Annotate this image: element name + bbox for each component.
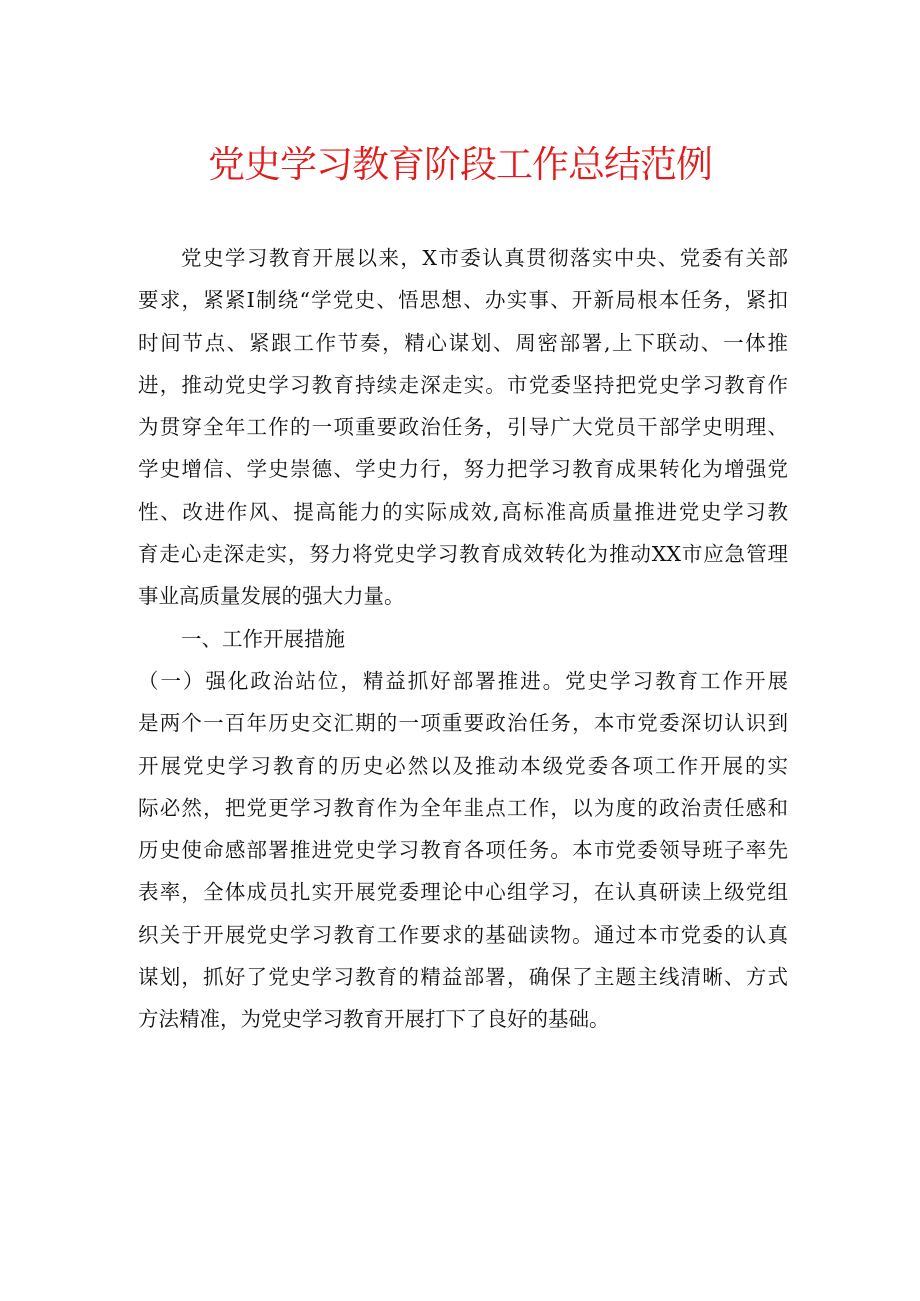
text-line: 开展党史学习教育的历史必然以及推动本级党委各项工作开展的实 bbox=[138, 753, 788, 778]
heading-text: 一、工作开展措施 bbox=[181, 626, 345, 651]
section-heading bbox=[138, 618, 788, 660]
text-line: 方法精准，为党史学习教育开展打下了良好的基础。 bbox=[138, 1007, 610, 1032]
text-line: 是两个一百年历史交汇期的一项重要政治任务，本市党委深切认识到 bbox=[138, 711, 788, 736]
document-body bbox=[138, 237, 788, 1041]
text-line: 织关于开展党史学习教育工作要求的基础读物。通过本市党委的认真 bbox=[138, 922, 788, 947]
text-line: 进，推动党史学习教育持续走深走实。市党委坚持把党史学习教育作 bbox=[138, 372, 788, 397]
text-line: 际必然，把党更学习教育作为全年韭点工作，以为度的政治责任感和 bbox=[138, 795, 788, 820]
text-line: 事业高质量发展的强大力量。 bbox=[138, 584, 405, 609]
text-line: 要求，紧紧I制绕“学党史、悟思想、办实事、开新局根本任务，紧扣 bbox=[138, 288, 788, 313]
text-line: 性、改进作风、提高能力的实际成效,高标准高质量推进党史学习教 bbox=[138, 499, 788, 524]
text-line: 时间节点、紧跟工作节奏，精心谋划、周密部署,上下联动、一体推 bbox=[138, 330, 788, 355]
text-line: （一）强化政治站位，精益抓好部署推进。党史学习教育工作开展 bbox=[138, 668, 788, 693]
text-line: 育走心走深走实，努力将党史学习教育成效转化为推动XX市应急管理 bbox=[138, 542, 788, 567]
paragraph-intro bbox=[138, 237, 788, 618]
document-title: 党史学习教育阶段工作总结范例 bbox=[208, 143, 712, 186]
text-line: 党史学习教育开展以来，X市委认真贯彻落实中央、党委有关部 bbox=[181, 246, 788, 270]
paragraph-measures bbox=[138, 660, 788, 1041]
text-line: 学史增信、学史崇德、学史力行，努力把学习教育成果转化为增强党 bbox=[138, 457, 788, 482]
text-line: 谋划，抓好了党史学习教育的精益部署，确保了主题主线清晰、方式 bbox=[138, 965, 788, 990]
text-line: 表率，全体成员扎实开展党委理论中心组学习，在认真研读上级党组 bbox=[138, 880, 788, 905]
text-line: 历史使命感部署推进党史学习教育各项任务。本市党委领导班子率先 bbox=[138, 838, 788, 863]
text-line: 为贯穿全年工作的一项重要政治任务，引导广大党员干部学史明理、 bbox=[138, 415, 788, 440]
